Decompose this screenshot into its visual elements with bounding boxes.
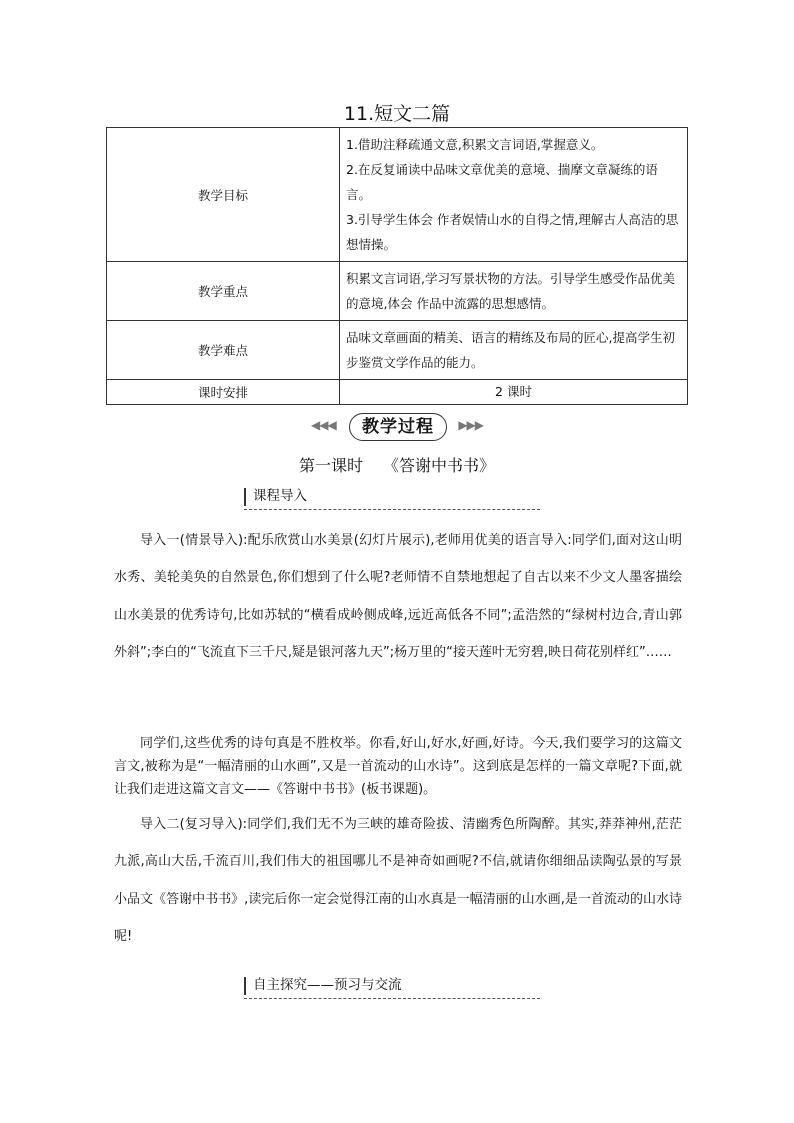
intro-paragraph-3: 导入二(复习导入):同学们,我们无不为三峡的雄奇险拔、清幽秀色所陶醉。其实,莽莽神州,茫茫九派,高山大岳,千流百川,我们伟大的祖国哪儿不是神奇如画呢?不信,就请你细细品读陶弘景的写景小品文《答谢中书书》,读完后你一定会觉得江南的山水真是一幅清丽的山水画,是一首流动的山水诗呢! [114,817,682,945]
lesson-heading [0,454,794,478]
key-points-content: 积累文言词语,学习写景状物的方法。引导学生感受作品优美的意境,体会 作品中流露的思想感情。 [340,262,688,321]
section-self-exploration [244,975,540,999]
page-title: 11.短文二篇 [343,103,451,125]
intro-paragraph-1: 导入一(情景导入):配乐欣赏山水美景(幻灯片展示),老师用优美的语言导入:同学们,面对这山明水秀、美轮美奂的自然景色,你们想到了什么呢?老师情不自禁地想起了自古以来不少文人墨客描绘山水美景的优秀诗句,比如苏轼的“横看成岭侧成峰,远近高低各不同”;孟浩然的“绿树村边合,青山郭外斜”;李白的“飞流直下三千尺,疑是银河落九天”;杨万里的“接天莲叶无穷碧,映日荷花别样红”…… [114,533,682,661]
objectives-content [340,128,688,262]
lesson-period: 第一课时 [298,456,363,475]
schedule-label: 课时安排 [107,380,340,405]
schedule-content: 2 课时 [340,380,688,405]
left-arrows-icon: ◀◀◀ [311,418,336,432]
table-row-schedule [107,380,688,405]
objectives-label: 教学目标 [107,128,340,262]
intro-paragraph-2: 同学们,这些优秀的诗句真是不胜枚举。你看,好山,好水,好画,好诗。今天,我们要学习的这篇文言文,被称为是“一幅清丽的山水画”,又是一首流动的山水诗”。这到底是怎样的一篇文章呢?下面,就让我们走进这篇文言文——《答谢中书书》(板书课题)。 [114,736,682,797]
objective-item-1: 1.借助注释疏通文意,积累文言词语,掌握意义。 [346,137,604,152]
right-arrows-icon: ▶▶▶ [458,418,483,432]
teaching-process-title: 教学过程 [349,413,447,441]
table-row-difficulties [107,321,688,380]
section-title: 课程导入 [253,488,307,504]
lesson-plan-table [106,127,688,405]
section-title: 自主探究——预习与交流 [253,977,402,993]
lesson-text-title: 《答谢中书书》 [383,456,496,475]
section-course-intro [244,486,540,510]
section-marker-icon [244,977,246,995]
section-divider [244,509,540,510]
difficulties-content: 品味文章画面的精美、语言的精练及布局的匠心,提高学生初步鉴赏文学作品的能力。 [340,321,688,380]
objective-item-2: 2.在反复诵读中品味文章优美的意境、揣摩文章凝练的语言。 [346,162,658,202]
teaching-process-banner [311,413,483,441]
key-points-label: 教学重点 [107,262,340,321]
table-row-objectives [107,128,688,262]
section-divider [244,998,540,999]
difficulties-label: 教学难点 [107,321,340,380]
objective-item-3: 3.引导学生体会 作者娱情山水的自得之情,理解古人高洁的思想情操。 [346,212,679,252]
section-marker-icon [244,488,246,506]
table-row-key-points [107,262,688,321]
